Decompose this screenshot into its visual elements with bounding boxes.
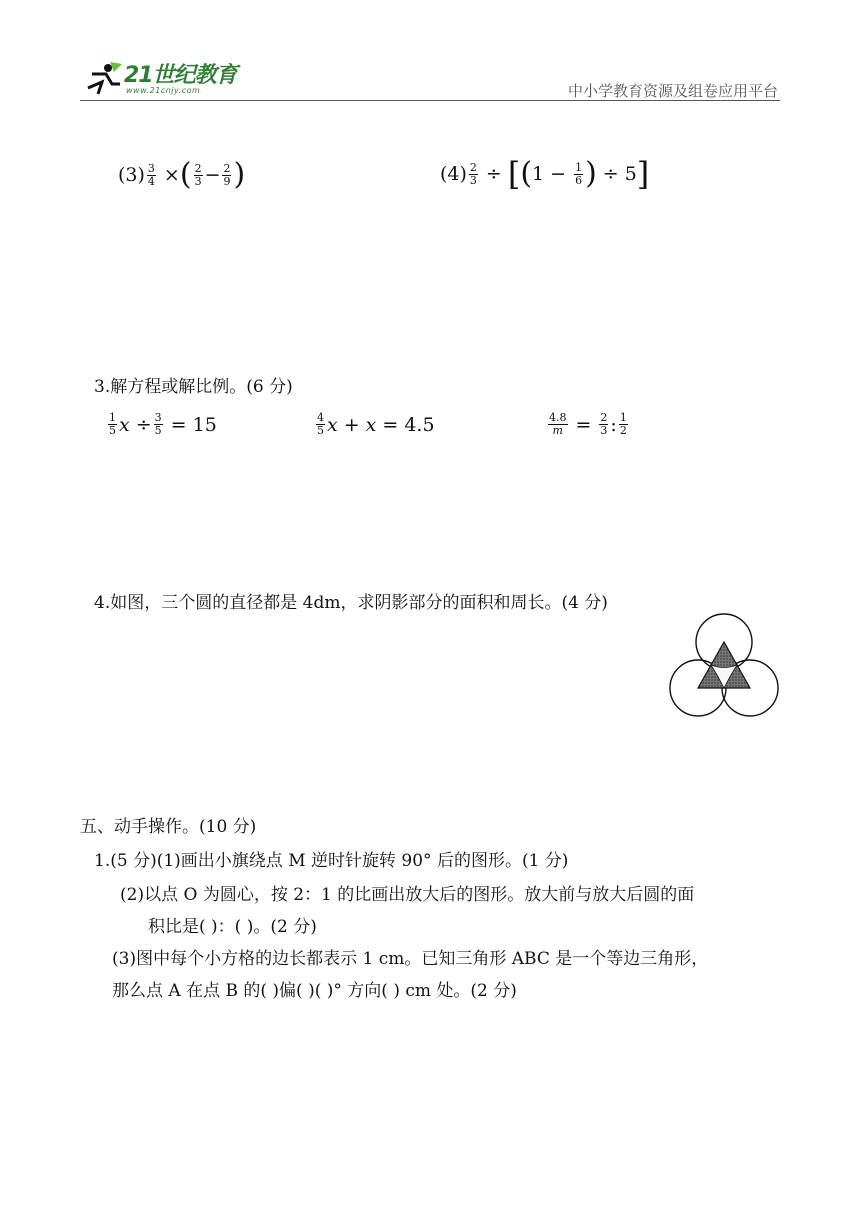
fraction: $\frac{1}{6}$ bbox=[575, 160, 583, 187]
number: 5 bbox=[624, 163, 637, 185]
operator: : bbox=[610, 413, 617, 436]
fraction: $\frac{1}{2}$ bbox=[619, 411, 627, 437]
operator: + bbox=[343, 413, 360, 436]
fraction: $\frac{3}{4}$ bbox=[147, 161, 155, 188]
number: 1 bbox=[532, 163, 545, 185]
equation-3 bbox=[546, 412, 630, 437]
fraction: $\frac{2}{9}$ bbox=[223, 161, 231, 188]
expr-item-3: (3) $\frac{3}{4}$ × ( $\frac{2}{3}$ − $\frac{2}{9}$ ) bbox=[118, 157, 246, 192]
fraction: $\frac{4.8}{m}$ bbox=[549, 411, 567, 437]
s5-line-5: 那么点 A 在点 B 的( )偏( )( )° 方向( ) cm 处。(2 分) bbox=[112, 981, 517, 1001]
s5-line-2: (2)以点 O 为圆心，按 2：1 的比画出放大后的图形。放大前与放大后圆的面 bbox=[120, 885, 695, 905]
fraction: $\frac{2}{3}$ bbox=[600, 411, 608, 437]
equation-1 bbox=[106, 412, 217, 437]
q3-title: 3.解方程或解比例。(6 分) bbox=[94, 377, 293, 397]
operator: ÷ bbox=[602, 163, 619, 185]
fraction: $\frac{2}{3}$ bbox=[194, 161, 202, 188]
item-label: (3) bbox=[118, 164, 145, 186]
fraction: $\frac{3}{5}$ bbox=[154, 411, 162, 437]
operator: = bbox=[575, 413, 592, 436]
logo-text: 21世纪教育 bbox=[124, 63, 237, 88]
s5-line-4: (3)图中每个小方格的边长都表示 1 cm。已知三角形 ABC 是一个等边三角形， bbox=[112, 949, 709, 969]
expr-item-4: (4) $\frac{2}{3}$ ÷ [ ( 1 − $\frac{1}{6}$ ) ÷ 5 ] bbox=[440, 155, 650, 193]
variable: x bbox=[327, 413, 338, 436]
operator: − bbox=[204, 164, 221, 186]
operator: × bbox=[163, 164, 180, 186]
equation-2 bbox=[314, 412, 435, 437]
variable: x bbox=[365, 413, 377, 436]
operator: ÷ bbox=[485, 163, 502, 185]
operator: ÷ bbox=[135, 413, 152, 436]
fraction: $\frac{1}{5}$ bbox=[109, 411, 116, 437]
platform-name: 中小学教育资源及组卷应用平台 bbox=[567, 82, 778, 100]
runner-icon bbox=[84, 58, 124, 98]
header-divider bbox=[80, 100, 780, 101]
item-label: (4) bbox=[440, 163, 467, 185]
logo-url: www.21cnjy.com bbox=[126, 86, 201, 95]
three-circles-figure bbox=[666, 610, 782, 722]
variable: x bbox=[119, 413, 130, 436]
fraction: $\frac{4}{5}$ bbox=[317, 411, 324, 437]
s5-line-1: 1.(5 分)(1)画出小旗绕点 M 逆时针旋转 90° 后的图形。(1 分) bbox=[94, 851, 569, 871]
rhs: = 4.5 bbox=[382, 413, 435, 436]
operator: − bbox=[550, 163, 567, 185]
q4-title: 4.如图，三个圆的直径都是 4dm，求阴影部分的面积和周长。(4 分) bbox=[94, 593, 608, 613]
fraction: $\frac{2}{3}$ bbox=[469, 160, 477, 187]
s5-line-3: 积比是( )：( )。(2 分) bbox=[148, 917, 317, 937]
section5-title: 五、动手操作。(10 分) bbox=[80, 817, 257, 837]
rhs: = 15 bbox=[170, 413, 217, 436]
